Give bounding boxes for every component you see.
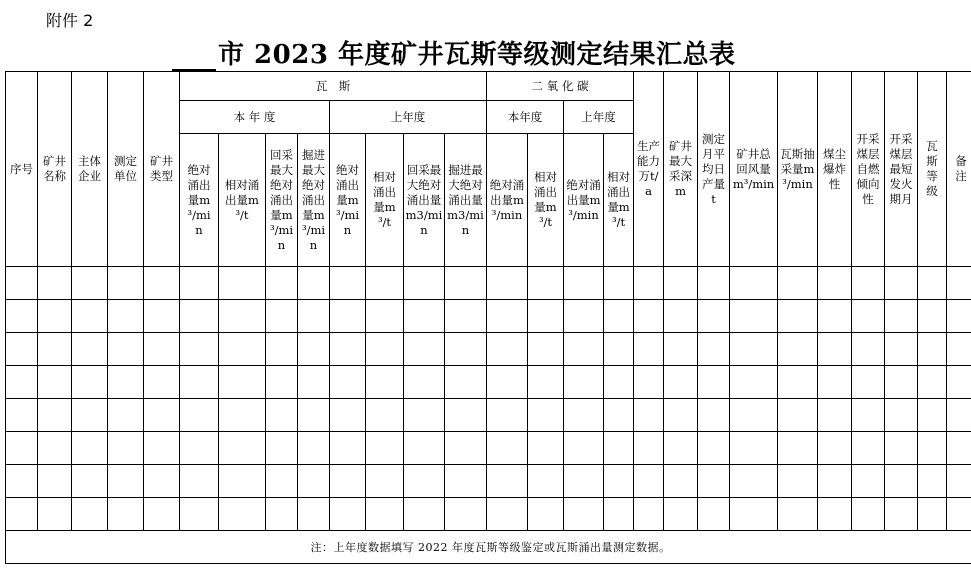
table-row — [6, 300, 971, 333]
col-test-unit: 测定单位 — [114, 154, 137, 183]
table-row — [6, 399, 971, 432]
co2-last-year: 上年度 — [564, 101, 634, 134]
col-mine-type: 矿井类型 — [150, 154, 173, 183]
table-row — [6, 432, 971, 465]
gas-col-3: 回采最大绝对涌出量m³/min — [269, 147, 294, 252]
gas-col-1: 绝对涌出量m³/min — [187, 162, 211, 237]
title-text: 市 2023 年度矿井瓦斯等级测定结果汇总表 — [218, 40, 736, 70]
co2-col-1: 绝对涌出量m³/min — [489, 177, 525, 222]
table-row — [6, 366, 971, 399]
col-main-company: 主体企业 — [78, 154, 101, 183]
gas-col-7: 回采最大绝对涌出量m3/min — [405, 162, 443, 237]
col-max-depth: 矿井最大采深m — [669, 139, 693, 198]
group-co2: 二 氧 化 碳 — [487, 72, 634, 101]
col-fire-period: 开采煤层最短发火期月 — [889, 131, 913, 206]
table-row — [6, 465, 971, 498]
table-row — [6, 333, 971, 366]
co2-col-4: 相对涌出量m³/t — [607, 170, 631, 229]
col-total-return-air: 矿井总回风量m³/min — [732, 146, 775, 191]
page-title — [172, 34, 735, 71]
gas-col-4: 掘进最大绝对涌出量m³/min — [301, 147, 326, 252]
attachment-label: 附件 2 — [46, 11, 94, 30]
city-blank — [172, 45, 216, 71]
col-seq: 序号 — [10, 161, 33, 176]
gas-col-6: 相对涌出量m³/t — [373, 170, 396, 229]
col-daily-output: 测定月平均日产量t — [702, 131, 726, 206]
table-note: 注：上年度数据填写 2022 年度瓦斯等级鉴定或瓦斯涌出量测定数据。 — [6, 531, 971, 564]
table-row — [6, 267, 971, 300]
co2-col-3: 绝对涌出量m³/min — [566, 177, 601, 222]
col-remarks: 备注 — [955, 154, 967, 183]
table-row — [6, 498, 971, 531]
col-spontaneous: 开采煤层自燃倾向性 — [856, 131, 880, 206]
col-mine-name: 矿井名称 — [43, 154, 66, 183]
col-coal-dust: 煤尘爆炸性 — [823, 146, 847, 191]
summary-table — [5, 71, 971, 564]
gas-this-year: 本 年 度 — [180, 101, 330, 134]
gas-col-8: 掘进最大绝对涌出量m3/min — [447, 162, 484, 237]
gas-col-2: 相对涌出量m³/t — [224, 177, 260, 222]
col-capacity: 生产能力万t/a — [637, 139, 661, 198]
col-gas-grade: 瓦斯等级 — [926, 139, 938, 198]
gas-col-5: 绝对涌出量m³/min — [335, 162, 360, 237]
co2-col-2: 相对涌出量m³/t — [534, 170, 557, 229]
co2-this-year: 本年度 — [487, 101, 564, 134]
gas-last-year: 上年度 — [330, 101, 487, 134]
group-gas: 瓦 斯 — [180, 72, 487, 101]
col-gas-drainage: 瓦斯抽采量m³/min — [780, 146, 815, 191]
